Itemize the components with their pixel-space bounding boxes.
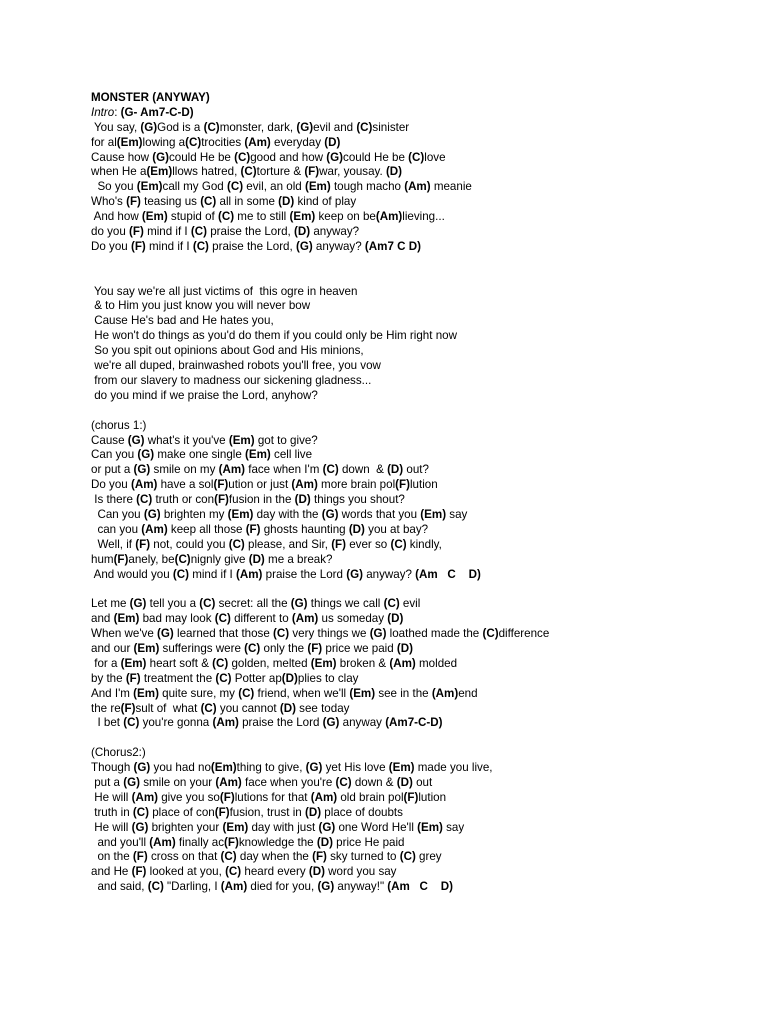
chord-marker: (F): [129, 225, 144, 239]
lyric-line: and our (Em) sufferings were (C) only the (F) price we paid (D): [91, 641, 414, 655]
lyric-line: we're all duped, brainwashed robots you'll free, you vow: [91, 359, 381, 373]
lyric-line: (chorus 1:): [91, 418, 147, 432]
chord-marker: (C): [190, 225, 207, 239]
chord-marker: (F): [120, 701, 136, 715]
chord-marker: (C): [238, 686, 255, 700]
chord-marker: (G): [296, 120, 314, 134]
lyric-line: by the (F) treatment the (C) Potter ap(D)plies to clay: [91, 671, 359, 685]
lyric-line: can you (Am) keep all those (F) ghosts haunting (D) you at bay?: [91, 522, 429, 536]
lyric-line: when He a(Em)llows hatred, (C)torture & (F)war, yousay. (D): [91, 165, 403, 179]
lyric-line: & to Him you just know you will never bow: [91, 299, 311, 313]
chord-marker: (Am7 C D): [364, 239, 421, 253]
chord-marker: (Am): [404, 180, 431, 194]
chord-marker: (D): [279, 701, 296, 715]
chord-marker: (F): [214, 805, 230, 819]
lyric-line: Well, if (F) not, could you (C) please, and Sir, (F) ever so (C) kindly,: [91, 537, 442, 551]
chord-marker: (Em): [133, 686, 159, 700]
chord-marker: (Am): [212, 716, 239, 730]
chord-marker: (C): [273, 627, 290, 641]
chord-marker: (C): [482, 627, 499, 641]
chord-marker: (Am): [218, 463, 245, 477]
chord-marker: (Em): [420, 507, 447, 521]
section-gap: [91, 404, 751, 419]
chord-marker: (D): [396, 641, 414, 655]
chord-marker: (F): [403, 790, 419, 804]
chord-marker: (D): [248, 552, 265, 566]
chord-marker: (C): [200, 701, 217, 715]
lyric-line: Can you (G) brighten my (Em) day with the (G) words that you (Em) say: [91, 507, 468, 521]
lyric-line: Cause (G) what's it you've (Em) got to give?: [91, 433, 318, 447]
chord-marker: (F): [113, 552, 129, 566]
chord-marker: (F): [126, 195, 141, 209]
chord-marker: (Am): [291, 612, 319, 626]
lyric-line: Cause He's bad and He hates you,: [91, 314, 274, 328]
chord-marker: (Am): [310, 790, 338, 804]
chord-marker: (C): [174, 552, 191, 566]
lyric-line: You say, (G)God is a (C)monster, dark, (G)evil and (C)sinister: [91, 120, 410, 134]
chord-marker: (D): [396, 775, 413, 789]
lyric-line: do you mind if we praise the Lord, anyhow?: [91, 388, 318, 402]
chord-marker: (D): [294, 225, 311, 239]
chord-marker: (C): [132, 805, 149, 819]
chord-marker: (F): [312, 850, 327, 864]
chord-marker: (F): [307, 641, 323, 655]
chord-marker: (Am): [244, 135, 271, 149]
lyric-line: So you (Em)call my God (C) evil, an old (Em) tough macho (Am) meanie: [91, 180, 472, 194]
lyrics-sheet: [91, 91, 751, 895]
lyric-line: He will (G) brighten your (Em) day with just (G) one Word He'll (Em) say: [91, 820, 465, 834]
chord-marker: (C): [226, 180, 244, 194]
verse-block: [91, 121, 751, 255]
chord-marker: (G): [321, 507, 339, 521]
lyric-line: and (Em) bad may look (C) different to (Am) us someday (D): [91, 612, 404, 626]
chord-marker: (Em): [289, 210, 316, 224]
chord-marker: (F): [395, 478, 410, 492]
chord-marker: (C): [214, 612, 231, 626]
intro-line: Intro: (G- Am7-C-D): [91, 105, 194, 119]
lyric-line: Can you (G) make one single (Em) cell live: [91, 448, 313, 462]
chord-marker: (Em): [136, 180, 163, 194]
chord-marker: (Am): [389, 656, 416, 670]
chord-marker: (Am): [141, 522, 168, 536]
lyric-line: (Chorus2:): [91, 746, 146, 760]
chord-marker: (D): [278, 195, 295, 209]
chord-marker: (C): [203, 120, 220, 134]
chord-marker: (G): [152, 150, 169, 164]
chord-marker: (G): [133, 463, 151, 477]
chord-marker: (D): [316, 835, 333, 849]
verse-block: [91, 746, 751, 895]
chord-marker: (C): [217, 210, 235, 224]
chord-marker: (C): [356, 120, 373, 134]
lyric-line: Cause how (G)could He be (C)good and how (G)could He be (C)love: [91, 150, 446, 164]
chord-marker: (G): [129, 597, 147, 611]
lyric-line: and you'll (Am) finally ac(F)knowledge the (D) price He paid: [91, 835, 405, 849]
chord-marker: (G): [140, 120, 158, 134]
chord-marker: (Em): [228, 433, 255, 447]
chord-marker: (F): [304, 165, 320, 179]
intro-label: Intro: [91, 105, 115, 119]
chord-marker: (Em): [210, 761, 237, 775]
chord-marker: (Em): [349, 686, 376, 700]
lyric-line: truth in (C) place of con(F)fusion, trust in (D) place of doubts: [91, 805, 403, 819]
chord-marker: (Em): [113, 612, 140, 626]
chord-marker: (C): [383, 597, 400, 611]
chord-marker: (Am7-C-D): [385, 716, 443, 730]
song-sections: [91, 121, 751, 895]
lyric-line: Though (G) you had no(Em)thing to give, (G) yet His love (Em) made you live,: [91, 761, 493, 775]
chord-marker: (D): [348, 522, 365, 536]
chord-marker: (Am): [236, 567, 263, 581]
chord-marker: (Am): [149, 835, 176, 849]
chord-marker: (D): [385, 165, 403, 179]
chord-marker: (Am): [431, 686, 459, 700]
chord-marker: (C): [228, 537, 245, 551]
chord-marker: (D): [387, 612, 404, 626]
lyric-line: Is there (C) truth or con(F)fusion in the (D) things you shout?: [91, 493, 405, 507]
chord-marker: (C): [212, 656, 229, 670]
chord-marker: (Am C D): [415, 567, 481, 581]
chord-marker: (G): [131, 820, 149, 834]
chord-marker: (C): [185, 135, 202, 149]
chord-marker: (D): [294, 493, 311, 507]
chord-marker: (G): [322, 716, 340, 730]
lyric-line: Let me (G) tell you a (C) secret: all the (G) things we call (C) evil: [91, 597, 421, 611]
chord-marker: (Am): [291, 478, 318, 492]
verse-block: [91, 419, 751, 583]
chord-marker: (Am): [215, 775, 242, 789]
lyric-line: And I'm (Em) quite sure, my (C) friend, when we'll (Em) see in the (Am)end: [91, 686, 478, 700]
chord-marker: (Em): [133, 641, 160, 655]
chord-marker: (D): [324, 135, 341, 149]
song-title: MONSTER (ANYWAY): [91, 91, 210, 104]
chord-marker: (Am C D): [387, 880, 453, 894]
chord-marker: (Em): [227, 507, 254, 521]
chord-marker: (C): [225, 865, 242, 879]
lyric-line: on the (F) cross on that (C) day when the (F) sky turned to (C) grey: [91, 850, 442, 864]
chord-marker: (G): [305, 761, 323, 775]
chord-marker: (Em): [417, 820, 443, 834]
lyric-line: the re(F)sult of what (C) you cannot (D) see today: [91, 701, 350, 715]
chord-marker: (G): [123, 775, 140, 789]
lyric-line: from our slavery to madness our sickening gladness...: [91, 373, 372, 387]
chord-marker: (Em): [388, 761, 415, 775]
lyric-line: for a (Em) heart soft & (C) golden, melted (Em) broken & (Am) molded: [91, 656, 458, 670]
lyric-line: and said, (C) "Darling, I (Am) died for you, (G) anyway!" (Am C D): [91, 880, 453, 894]
chord-marker: (C): [240, 165, 257, 179]
chord-marker: (Em): [146, 165, 173, 179]
chord-marker: (F): [213, 478, 229, 492]
chord-marker: (C): [192, 239, 209, 253]
chord-marker: (F): [219, 790, 235, 804]
chord-marker: (C): [408, 150, 425, 164]
chord-marker: (D): [281, 671, 298, 685]
lyric-line: and He (F) looked at you, (C) heard every (D) word you say: [91, 865, 397, 879]
chord-marker: (D): [308, 865, 325, 879]
chord-marker: (F): [331, 537, 346, 551]
chord-marker: (Em): [120, 656, 147, 670]
chord-marker: (F): [135, 537, 151, 551]
chord-marker: (Em): [116, 135, 143, 149]
chord-marker: (Em): [245, 448, 271, 462]
chord-marker: (C): [390, 537, 407, 551]
chord-marker: (C): [136, 493, 153, 507]
chord-marker: (F): [132, 850, 148, 864]
lyric-line: do you (F) mind if I (C) praise the Lord, (D) anyway?: [91, 225, 360, 239]
chord-marker: (C): [123, 716, 140, 730]
chord-marker: (F): [130, 239, 146, 253]
chord-marker: (G): [290, 597, 308, 611]
chord-marker: (C): [147, 880, 164, 894]
chord-marker: (C): [200, 195, 217, 209]
chord-marker: (Am): [220, 880, 248, 894]
chord-marker: (Am): [375, 210, 403, 224]
chord-marker: (Em): [141, 210, 168, 224]
verse-block: [91, 597, 751, 731]
lyric-line: He will (Am) give you so(F)lutions for that (Am) old brain pol(F)lution: [91, 790, 447, 804]
chord-marker: (C): [322, 463, 339, 477]
lyric-line: When we've (G) learned that those (C) very things we (G) loathed made the (C)difference: [91, 627, 550, 641]
chord-marker: (Am): [130, 478, 158, 492]
section-gap: [91, 731, 751, 746]
chord-marker: (G): [346, 567, 363, 581]
chord-marker: (G): [318, 820, 336, 834]
chord-marker: (G): [127, 433, 145, 447]
lyric-line: for al(Em)lowing a(C)trocities (Am) everyday (D): [91, 135, 341, 149]
chord-marker: (C): [220, 850, 237, 864]
chord-marker: (C): [215, 671, 232, 685]
chord-marker: (G): [143, 507, 161, 521]
lyric-line: You say we're all just victims of this ogre in heaven: [91, 284, 358, 298]
chord-marker: (F): [125, 671, 141, 685]
chord-marker: (C): [199, 597, 216, 611]
section-gap: [91, 582, 751, 597]
lyric-line: or put a (G) smile on my (Am) face when I'm (C) down & (D) out?: [91, 463, 429, 477]
chord-marker: (C): [244, 641, 261, 655]
chord-marker: (G): [369, 627, 387, 641]
lyric-line: hum(F)anely, be(C)nignly give (D) me a break?: [91, 552, 333, 566]
chord-marker: (G): [137, 448, 155, 462]
lyric-line: So you spit out opinions about God and His minions,: [91, 344, 364, 358]
chord-marker: (C): [172, 567, 189, 581]
lyric-line: Who's (F) teasing us (C) all in some (D) kind of play: [91, 195, 357, 209]
chord-marker: (Em): [310, 656, 337, 670]
lyric-line: Do you (F) mind if I (C) praise the Lord, (G) anyway? (Am7 C D): [91, 239, 421, 253]
lyric-line: He won't do things as you'd do them if you could only be Him right now: [91, 329, 457, 343]
chord-marker: (F): [214, 493, 229, 507]
chord-marker: (Em): [304, 180, 331, 194]
chord-marker: (Am): [131, 790, 158, 804]
intro-chords: (G- Am7-C-D): [120, 105, 194, 119]
chord-marker: (C): [399, 850, 416, 864]
chord-marker: (G): [295, 239, 313, 253]
verse-block: [91, 285, 751, 404]
chord-marker: (G): [317, 880, 335, 894]
chord-marker: (C): [234, 150, 251, 164]
lyric-line: And would you (C) mind if I (Am) praise the Lord (G) anyway? (Am C D): [91, 567, 481, 581]
chord-marker: (F): [245, 522, 261, 536]
lyric-line: Do you (Am) have a sol(F)ution or just (Am) more brain pol(F)lution: [91, 478, 438, 492]
lyric-line: I bet (C) you're gonna (Am) praise the Lord (G) anyway (Am7-C-D): [91, 716, 443, 730]
chord-marker: (F): [131, 865, 147, 879]
lyric-line: And how (Em) stupid of (C) me to still (Em) keep on be(Am)lieving...: [91, 210, 445, 224]
chord-marker: (G): [326, 150, 344, 164]
chord-marker: (D): [387, 463, 404, 477]
chord-marker: (Em): [222, 820, 249, 834]
lyric-line: put a (G) smile on your (Am) face when you're (C) down & (D) out: [91, 775, 433, 789]
section-gap: [91, 255, 751, 285]
chord-marker: (D): [304, 805, 322, 819]
chord-marker: (G): [157, 627, 174, 641]
chord-marker: (C): [335, 775, 352, 789]
chord-marker: (G): [133, 761, 151, 775]
chord-marker: (F): [224, 835, 239, 849]
